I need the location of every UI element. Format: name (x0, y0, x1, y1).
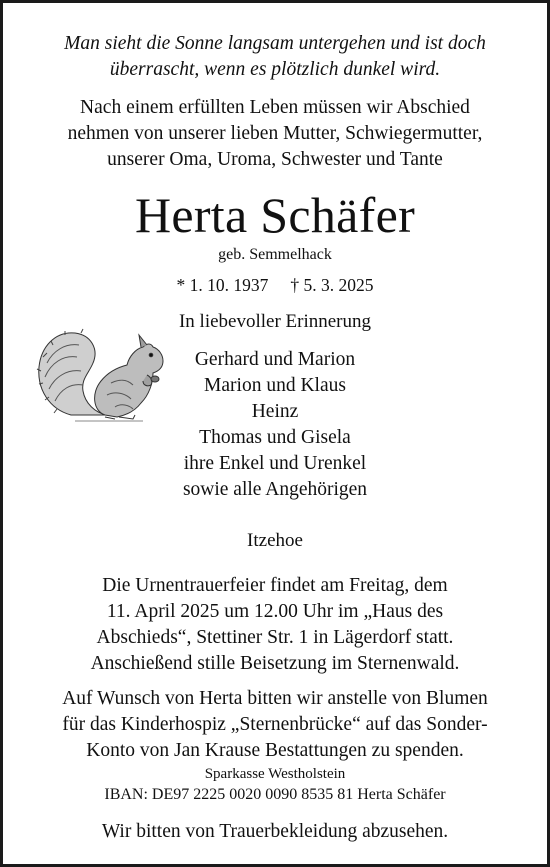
memory-line: In liebevoller Erinnerung (178, 311, 372, 332)
mourner-1: Gerhard und Marion (194, 349, 356, 370)
ceremony-line-4: Anschießend stille Beisetzung im Sternenwald. (90, 653, 460, 674)
bank-name: Sparkasse Westholstein (204, 766, 346, 782)
mourner-5: ihre Enkel und Urenkel (183, 453, 367, 474)
iban: IBAN: DE97 2225 0020 0090 8535 81 Herta Schäfer (104, 786, 446, 803)
ceremony-line-1: Die Urnentrauerfeier findet am Freitag, dem (102, 575, 448, 596)
donation-line-3: Konto von Jan Krause Bestattungen zu spenden. (86, 740, 464, 761)
ceremony-line-3: Abschieds“, Stettiner Str. 1 in Lägerdorf statt. (96, 627, 454, 648)
birth-date: * 1. 10. 1937 (176, 275, 269, 295)
mourner-3: Heinz (251, 401, 299, 422)
motto-line-1: Man sieht die Sonne langsam untergehen und ist doch (64, 33, 486, 54)
intro-line-2: nehmen von unserer lieben Mutter, Schwiegermutter, (67, 123, 483, 144)
maiden-name: geb. Semmelhack (218, 246, 332, 263)
intro-line-3: unserer Oma, Uroma, Schwester und Tante (107, 149, 443, 170)
intro-line-1: Nach einem erfüllten Leben müssen wir Abschied (80, 97, 470, 118)
deceased-name: Herta Schäfer (134, 187, 416, 243)
death-date: † 5. 3. 2025 (290, 275, 374, 295)
mourner-2: Marion und Klaus (204, 375, 346, 396)
donation-line-1: Auf Wunsch von Herta bitten wir anstelle von Blumen (62, 688, 488, 709)
mourner-4: Thomas und Gisela (199, 427, 351, 448)
ceremony-line-2: 11. April 2025 um 12.00 Uhr im „Haus des (106, 601, 444, 622)
donation-line-2: für das Kinderhospiz „Sternenbrücke“ auf das Sonder- (62, 714, 488, 735)
motto-line-2: überrascht, wenn es plötzlich dunkel wird. (109, 59, 441, 80)
life-dates (3, 274, 547, 296)
place: Itzehoe (247, 530, 303, 551)
closing-line: Wir bitten von Trauerbekleidung abzusehen. (101, 821, 449, 842)
mourner-6: sowie alle Angehörigen (182, 479, 368, 500)
